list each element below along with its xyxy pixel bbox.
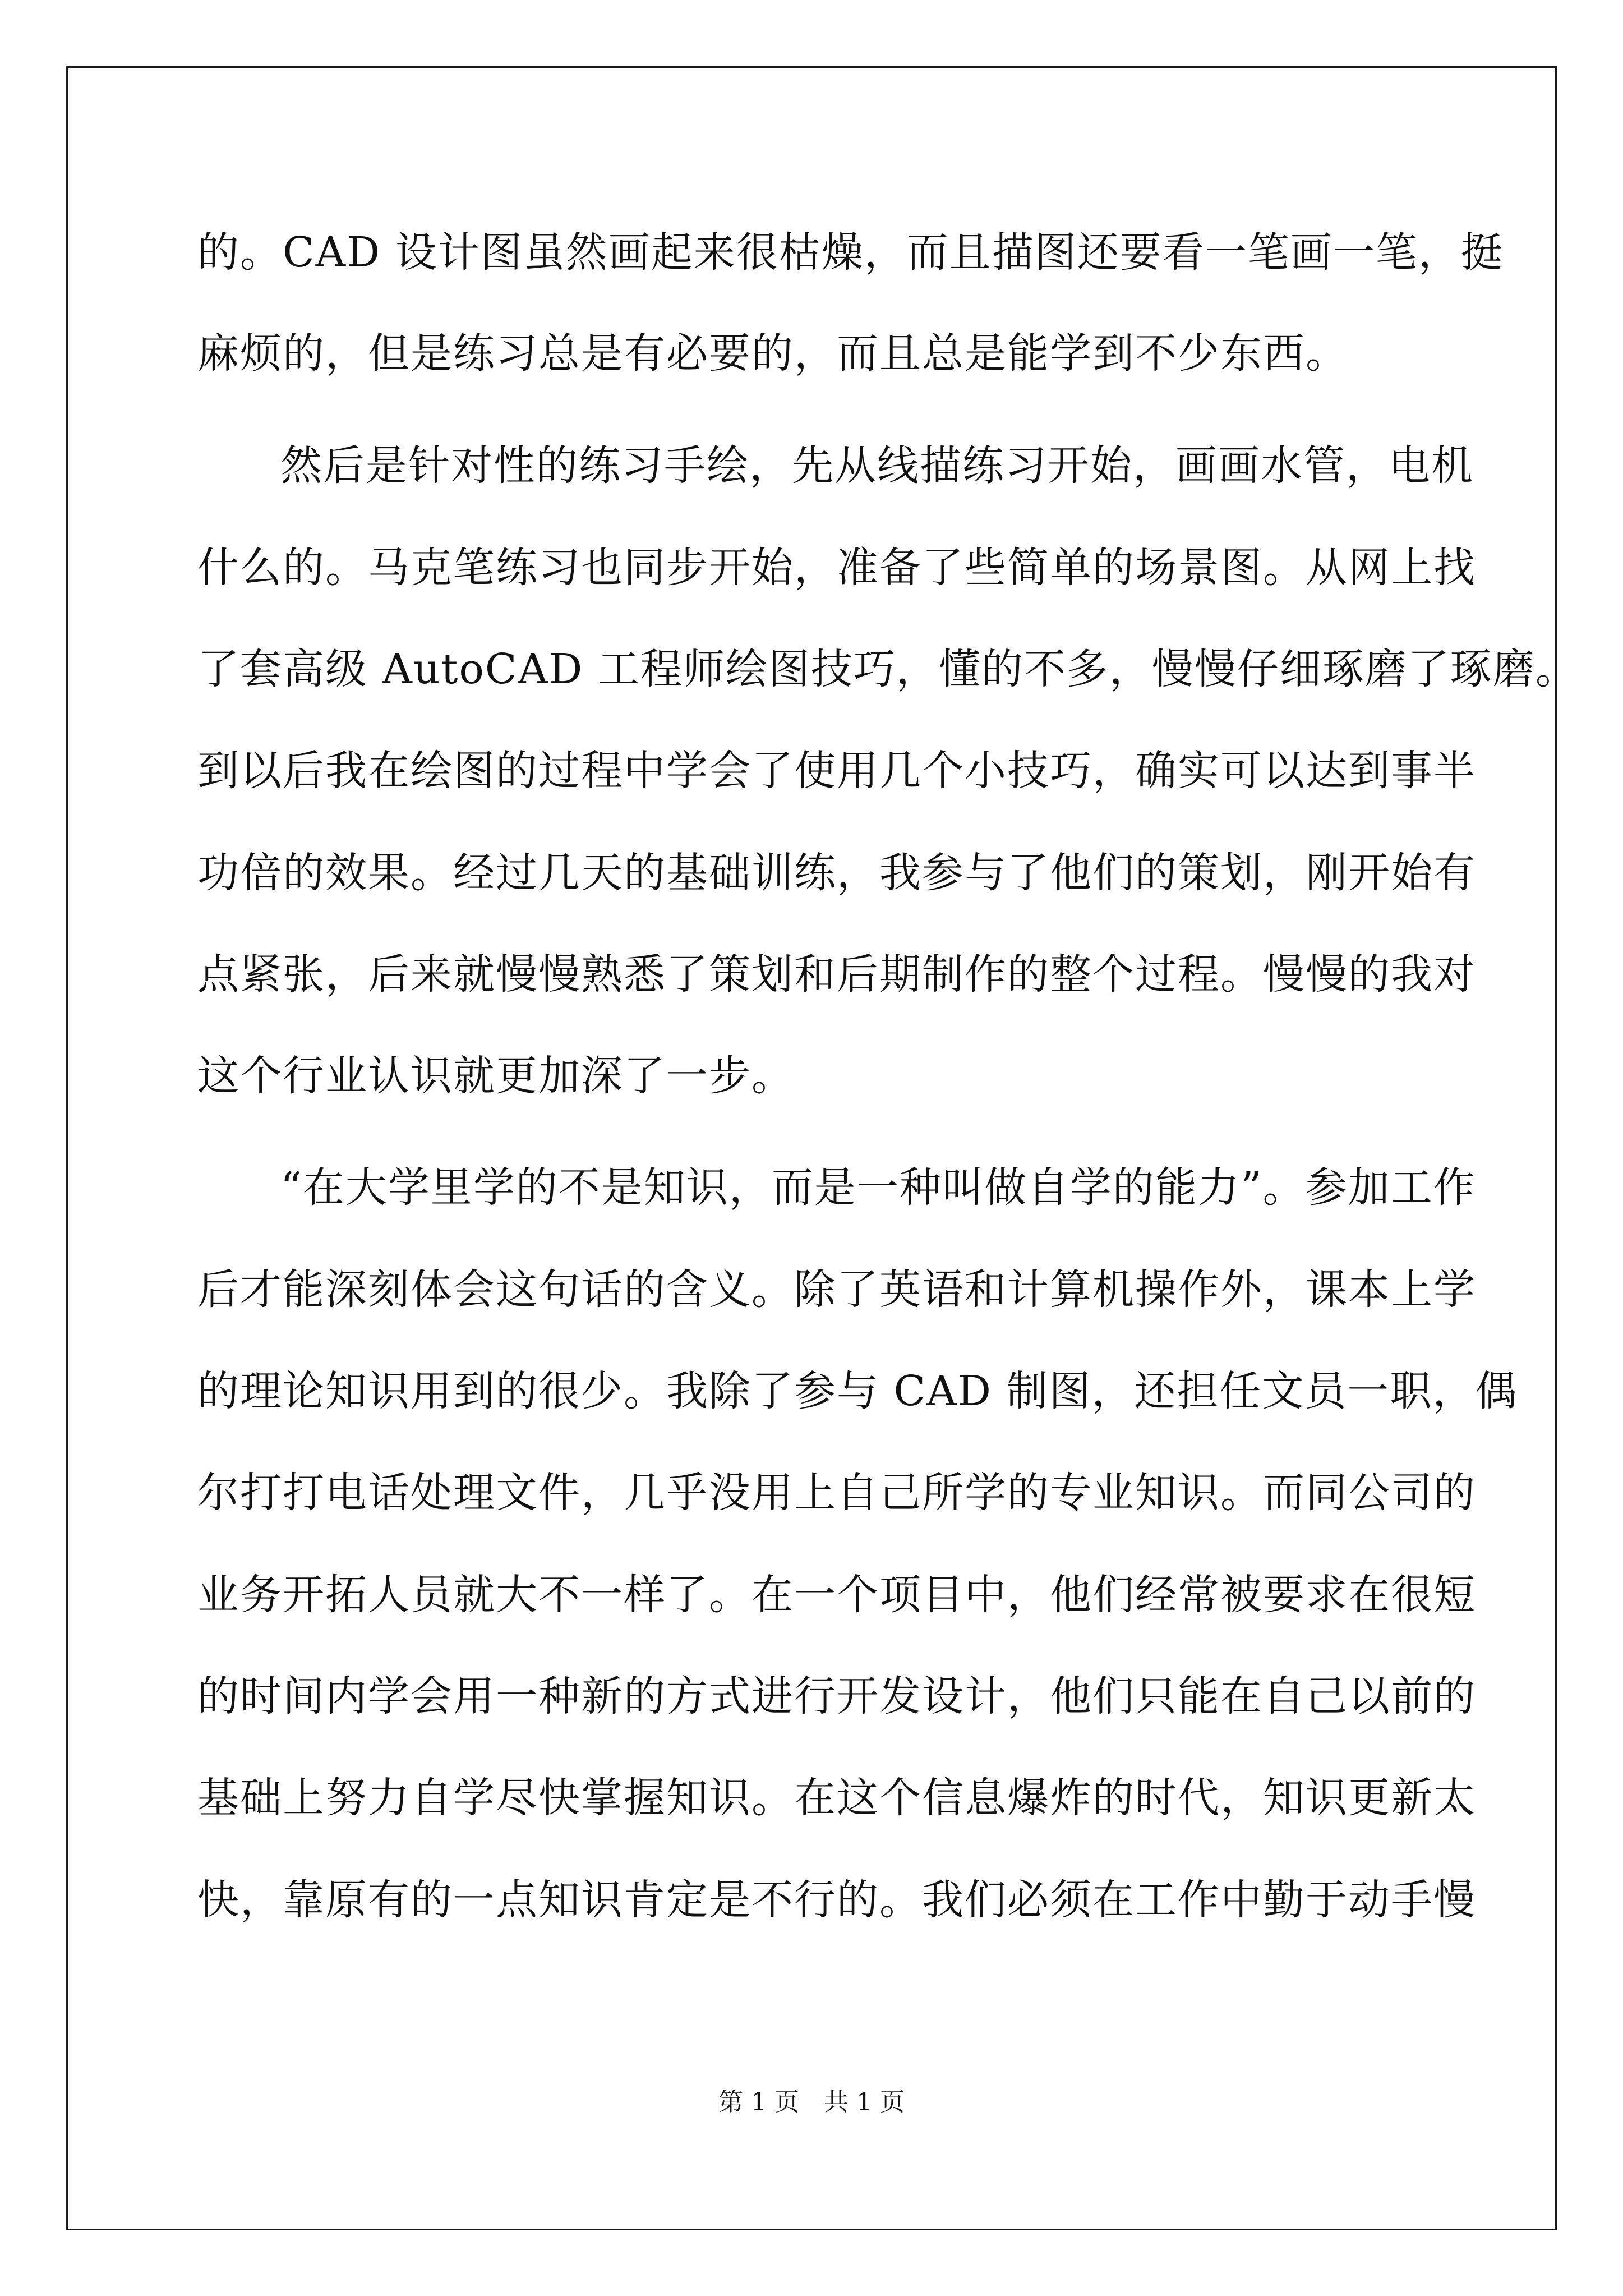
text-line: 的时间内学会用一种新的方式进行开发设计，他们只能在自己以前的 xyxy=(197,1672,1476,1720)
text-line: 快，靠原有的一点知识肯定是不行的。我们必须在工作中勤于动手慢 xyxy=(197,1876,1476,1924)
page-count: 共 1 页 xyxy=(824,2088,905,2116)
text-line: 的理论知识用到的很少。我除了参与 CAD 制图，还担任文员一职，偶 xyxy=(197,1367,1518,1415)
paragraph-first-line: “在大学里学的不是知识，而是一种叫做自学的能力”。参加工作 xyxy=(280,1163,1476,1212)
text-line: 的。CAD 设计图虽然画起来很枯燥，而且描图还要看一笔画一笔，挺 xyxy=(197,228,1504,277)
paragraph-first-line: 然后是针对性的练习手绘，先从线描练习开始，画画水管，电机 xyxy=(280,441,1474,490)
text-line: 了套高级 AutoCAD 工程师绘图技巧，懂的不多，慢慢仔细琢磨了琢磨。 xyxy=(197,645,1578,693)
text-line: 尔打打电话处理文件，几乎没用上自己所学的专业知识。而同公司的 xyxy=(197,1469,1476,1517)
text-line: 麻烦的，但是练习总是有必要的，而且总是能学到不少东西。 xyxy=(197,329,1348,378)
text-line: 后才能深刻体会这句话的含义。除了英语和计算机操作外，课本上学 xyxy=(197,1266,1476,1314)
page-number: 第 1 页 xyxy=(718,2088,799,2116)
text-line: 业务开拓人员就大不一样了。在一个项目中，他们经常被要求在很短 xyxy=(197,1571,1476,1619)
text-line: 功倍的效果。经过几天的基础训练，我参与了他们的策划，刚开始有 xyxy=(197,849,1476,897)
text-line: 点紧张，后来就慢慢熟悉了策划和后期制作的整个过程。慢慢的我对 xyxy=(197,950,1476,999)
text-line: 什么的。马克笔练习也同步开始，准备了些简单的场景图。从网上找 xyxy=(197,544,1476,592)
text-line: 基础上努力自学尽快掌握知识。在这个信息爆炸的时代，知识更新太 xyxy=(197,1774,1476,1822)
text-line: 这个行业认识就更加深了一步。 xyxy=(197,1052,794,1100)
page-footer xyxy=(0,2086,1623,2119)
text-line: 到以后我在绘图的过程中学会了使用几个小技巧，确实可以达到事半 xyxy=(197,747,1476,795)
